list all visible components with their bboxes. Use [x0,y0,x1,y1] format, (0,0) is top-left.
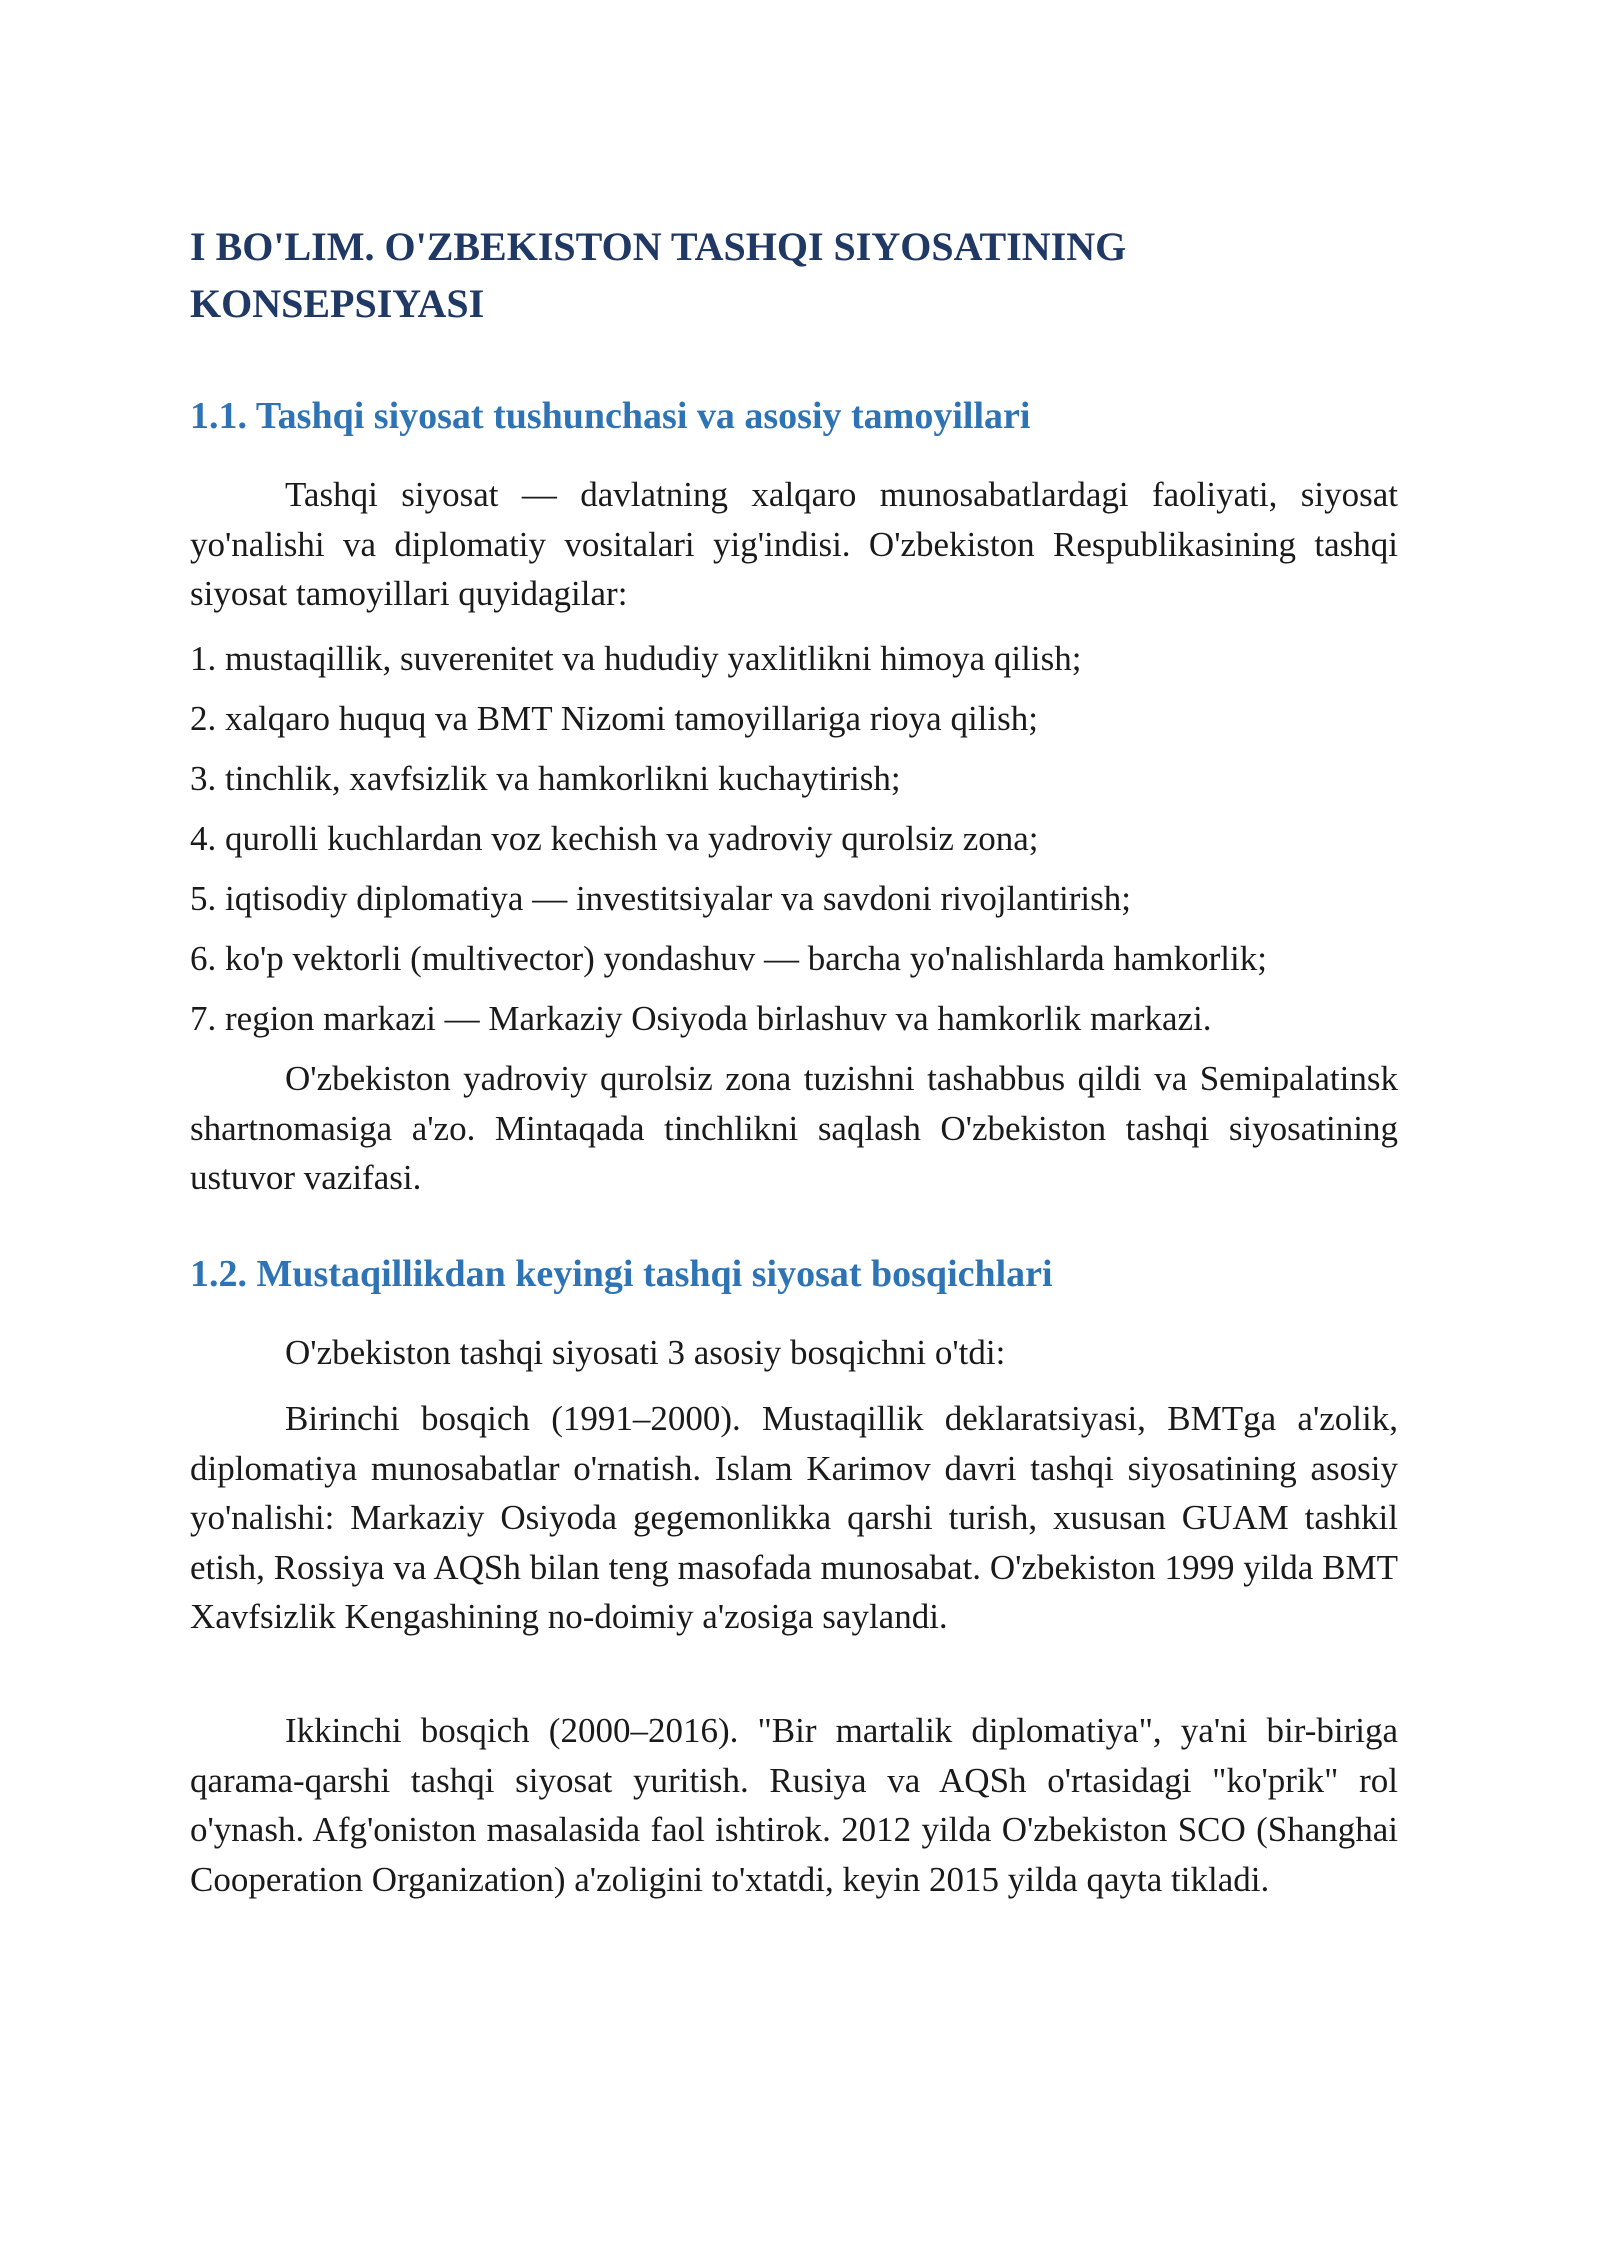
principle-item-1: 1. mustaqillik, suverenitet va hududiy yaxlitlikni himoya qilish; [190,639,1082,678]
principle-item-4: 4. qurolli kuchlardan voz kechish va yadroviy qurolsiz zona; [190,819,1039,858]
principle-item-3: 3. tinchlik, xavfsizlik va hamkorlikni kuchaytirish; [190,759,901,798]
section-1-title: 1.1. Tashqi siyosat tushunchasi va asosiy tamoyillari [190,395,1031,437]
section-2-title: 1.2. Mustaqillikdan keyingi tashqi siyosat bosqichlari [190,1253,1053,1295]
principle-item-5: 5. iqtisodiy diplomatiya — investitsiyalar va savdoni rivojlantirish; [190,879,1132,918]
principle-item-6: 6. ko'p vektorli (multivector) yondashuv — barcha yo'nalishlarda hamkorlik; [190,939,1267,978]
chapter-title: I BO'LIM. O'ZBEKISTON TASHQI SIYOSATINING KONSEPSIYASI [190,224,1127,326]
section-1-intro-paragraph: Tashqi siyosat — davlatning xalqaro munosabatlardagi faoliyati, siyosat yo'nalishi va diplomatiy vositalari yig'indisi. O'zbekiston Respublikasining tashqi siyosat tamoyillari quyidagilar: [190,475,1398,613]
stage-1-paragraph: Birinchi bosqich (1991–2000). Mustaqillik deklaratsiyasi, BMTga a'zolik, diplomatiya munosabatlar o'rnatish. Islam Karimov davri tashqi siyosatining asosiy yo'nalishi: Markaziy Osiyoda gegemonlikka qarshi turish, xususan GUAM tashkil etish, Rossiya va AQSh bilan teng masofada munosabat. O'zbekiston 1999 yilda BMT Xavfsizlik Kengashining no-doimiy a'zosiga saylandi. [190,1399,1398,1636]
section-2-intro-paragraph: O'zbekiston tashqi siyosati 3 asosiy bosqichni o'tdi: [285,1333,1006,1372]
section-1-closing-paragraph: O'zbekiston yadroviy qurolsiz zona tuzishni tashabbus qildi va Semipalatinsk shartnomasiga a'zo. Mintaqada tinchlikni saqlash O'zbekiston tashqi siyosatining ustuvor vazifasi. [190,1059,1398,1197]
principle-item-7: 7. region markazi — Markaziy Osiyoda birlashuv va hamkorlik markazi. [190,999,1212,1038]
stage-2-paragraph: Ikkinchi bosqich (2000–2016). "Bir martalik diplomatiya", ya'ni bir-biriga qarama-qarshi tashqi siyosat yuritish. Rusiya va AQSh o'rtasidagi "ko'prik" rol o'ynash. Afg'oniston masalasida faol ishtirok. 2012 yilda O'zbekiston SCO (Shanghai Cooperation Organization) a'zoligini to'xtatdi, keyin 2015 yilda qayta tikladi. [190,1711,1398,1899]
principle-item-2: 2. xalqaro huquq va BMT Nizomi tamoyillariga rioya qilish; [190,699,1038,738]
